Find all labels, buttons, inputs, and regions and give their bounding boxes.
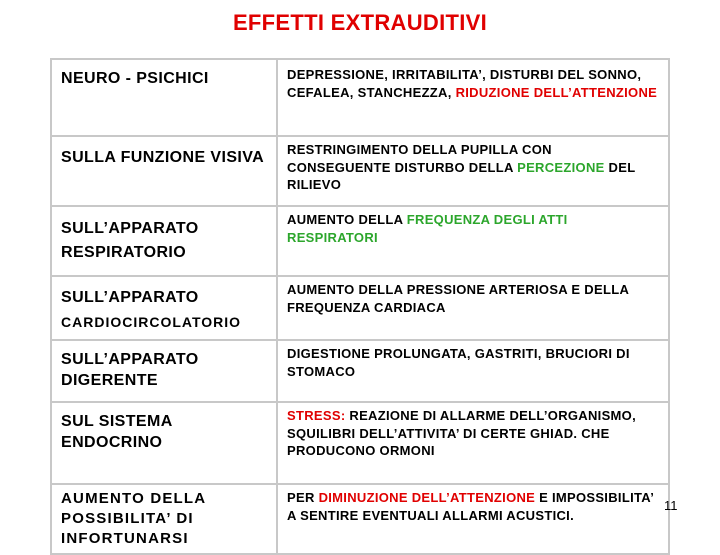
description-text: PER xyxy=(287,490,315,505)
description-cell xyxy=(277,59,669,136)
description-text: REAZIONE DI ALLARME DELL’ORGANISMO, SQUILIBRI DELL’ATTIVITA’ DI CERTE GHIAD. CHE PRODUCONO ORMONI xyxy=(287,408,637,458)
description-text: RESTRINGIMENTO DELLA PUPILLA CON CONSEGUENTE DISTURBO DELLA xyxy=(287,142,552,175)
category-cell: NEURO - PSICHICI xyxy=(51,59,277,136)
table-row xyxy=(51,276,669,340)
table-row xyxy=(51,59,669,136)
description-text: AUMENTO DELLA xyxy=(287,212,403,227)
category-cell: AUMENTO DELLA POSSIBILITA’ DI INFORTUNARSI xyxy=(51,484,277,554)
category-cell: SULL’APPARATO RESPIRATORIO xyxy=(51,206,277,276)
description-text-tail: DEL RILIEVO xyxy=(287,159,636,192)
description-cell: AUMENTO DELLA PRESSIONE ARTERIOSA E DELLA FREQUENZA CARDIACA xyxy=(277,276,669,340)
description-cell xyxy=(277,136,669,206)
description-text: DEPRESSIONE, IRRITABILITA’, DISTURBI DEL SONNO, CEFALEA, STANCHEZZA, xyxy=(287,67,642,100)
table-row xyxy=(51,206,669,276)
description-cell: DIGESTIONE PROLUNGATA, GASTRITI, BRUCIORI DI STOMACO xyxy=(277,340,669,402)
table-row xyxy=(51,484,669,554)
category-cell: SUL SISTEMA ENDOCRINO xyxy=(51,402,277,484)
description-cell xyxy=(277,402,669,484)
description-highlight: STRESS: xyxy=(287,408,346,423)
description-highlight: FREQUENZA DEGLI ATTI RESPIRATORI xyxy=(287,212,568,245)
effects-table xyxy=(50,58,670,555)
description-highlight: PERCEZIONE xyxy=(517,159,605,175)
description-text-tail: E IMPOSSIBILITA’ A SENTIRE EVENTUALI ALLARMI ACUSTICI. xyxy=(287,490,654,523)
category-cell xyxy=(51,276,277,340)
page-number: 11 xyxy=(664,498,678,513)
description-cell xyxy=(277,206,669,276)
description-highlight: RIDUZIONE DELL’ATTENZIONE xyxy=(455,84,658,100)
category-line: CARDIOCIRCOLATORIO xyxy=(61,314,242,330)
category-line: SULL’APPARATO xyxy=(61,289,199,306)
table-row xyxy=(51,340,669,402)
category-cell: SULL’APPARATO DIGERENTE xyxy=(51,340,277,402)
category-cell: SULLA FUNZIONE VISIVA xyxy=(51,136,277,206)
page-title: EFFETTI EXTRAUDITIVI xyxy=(232,10,488,35)
description-highlight: DIMINUZIONE DELL’ATTENZIONE xyxy=(318,490,536,505)
table-row xyxy=(51,136,669,206)
description-cell xyxy=(277,484,669,554)
table-row xyxy=(51,402,669,484)
